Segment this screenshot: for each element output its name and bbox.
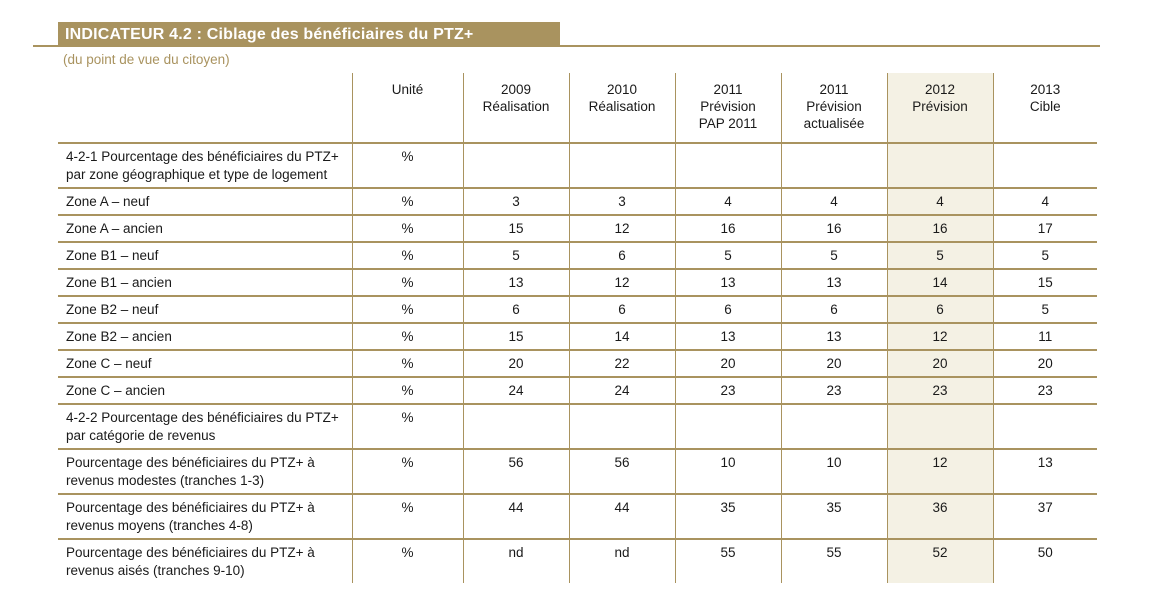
header-cell-line: PAP 2011 (698, 116, 758, 131)
value-cell-cible-2013: 37 (993, 494, 1097, 539)
value-cell-prev-2012 (887, 143, 993, 188)
unit-cell: % (352, 494, 463, 539)
header-cell-real-2009 (463, 73, 569, 143)
row-label-cell: Zone B2 – neuf (66, 302, 159, 317)
value-cell-real-2010: 12 (569, 215, 675, 242)
value-cell-prev-2012: 6 (887, 296, 993, 323)
value-cell-prev-2011-pap: 13 (675, 269, 781, 296)
value-cell-prev-2011-pap: 35 (675, 494, 781, 539)
value-cell-prev-2011-act: 4 (781, 188, 887, 215)
header-cell-line: Prévision (806, 99, 862, 114)
table-row (58, 539, 1097, 583)
table-body (58, 143, 1097, 583)
table-row (58, 404, 1097, 449)
value-cell-cible-2013: 17 (993, 215, 1097, 242)
indicator-title-bar (58, 22, 560, 47)
header-cell-prev-2012 (887, 73, 993, 143)
unit-cell: % (352, 143, 463, 188)
value-cell-cible-2013: 20 (993, 350, 1097, 377)
value-cell-real-2010: 3 (569, 188, 675, 215)
value-cell-prev-2012 (887, 404, 993, 449)
header-cell-prev-2011-pap (675, 73, 781, 143)
value-cell-real-2010: 12 (569, 269, 675, 296)
value-cell-prev-2012: 14 (887, 269, 993, 296)
value-cell-prev-2011-act: 20 (781, 350, 887, 377)
value-cell-real-2010 (569, 404, 675, 449)
value-cell-prev-2011-act: 16 (781, 215, 887, 242)
value-cell-prev-2011-act: 13 (781, 323, 887, 350)
value-cell-real-2010: 22 (569, 350, 675, 377)
value-cell-prev-2012: 4 (887, 188, 993, 215)
value-cell-real-2009 (463, 404, 569, 449)
indicator-subtitle: (du point de vue du citoyen) (63, 52, 230, 67)
value-cell-prev-2011-pap: 23 (675, 377, 781, 404)
value-cell-real-2010: 6 (569, 296, 675, 323)
row-label-cell: Zone A – neuf (66, 194, 150, 209)
row-label-cell: Zone B2 – ancien (66, 329, 172, 344)
value-cell-real-2009: 5 (463, 242, 569, 269)
value-cell-real-2009: 56 (463, 449, 569, 494)
header-cell-line: Prévision (912, 99, 968, 114)
header-cell-line: actualisée (803, 116, 865, 131)
table-row (58, 377, 1097, 404)
unit-cell: % (352, 296, 463, 323)
table-row (58, 269, 1097, 296)
value-cell-real-2009: 3 (463, 188, 569, 215)
value-cell-prev-2011-act (781, 404, 887, 449)
value-cell-real-2009 (463, 143, 569, 188)
value-cell-prev-2011-pap: 13 (675, 323, 781, 350)
row-label-cell: Zone C – ancien (66, 383, 166, 398)
value-cell-cible-2013: 23 (993, 377, 1097, 404)
table-row (58, 296, 1097, 323)
header-cell-line: Unité (391, 82, 424, 97)
value-cell-prev-2011-act: 35 (781, 494, 887, 539)
value-cell-cible-2013: 5 (993, 242, 1097, 269)
header-cell-line: 2012 (924, 82, 956, 97)
header-cell-line: 2011 (819, 82, 849, 97)
value-cell-real-2009: 44 (463, 494, 569, 539)
value-cell-cible-2013: 11 (993, 323, 1097, 350)
value-cell-prev-2011-pap: 55 (675, 539, 781, 583)
indicator-title: INDICATEUR 4.2 : Ciblage des bénéficiaires du PTZ+ (65, 25, 474, 43)
header-cell-unit (352, 73, 463, 143)
table-header-row (58, 73, 1097, 143)
value-cell-prev-2012: 20 (887, 350, 993, 377)
table-row (58, 494, 1097, 539)
value-cell-real-2010: 6 (569, 242, 675, 269)
table-row (58, 350, 1097, 377)
table-row (58, 449, 1097, 494)
header-cell-line: Prévision (700, 99, 756, 114)
table-row (58, 188, 1097, 215)
value-cell-cible-2013: 15 (993, 269, 1097, 296)
value-cell-prev-2011-act: 6 (781, 296, 887, 323)
value-cell-prev-2011-pap: 5 (675, 242, 781, 269)
unit-cell: % (352, 188, 463, 215)
header-cell-prev-2011-act (781, 73, 887, 143)
unit-cell: % (352, 215, 463, 242)
value-cell-real-2009: nd (463, 539, 569, 583)
row-label-cell: 4-2-1 Pourcentage des bénéficiaires du PTZ+ par zone géographique et type de logement (66, 149, 339, 182)
value-cell-prev-2011-pap (675, 404, 781, 449)
value-cell-real-2010: 24 (569, 377, 675, 404)
value-cell-prev-2011-pap: 16 (675, 215, 781, 242)
header-cell-real-2010 (569, 73, 675, 143)
table-row (58, 143, 1097, 188)
value-cell-prev-2011-act (781, 143, 887, 188)
value-cell-prev-2012: 16 (887, 215, 993, 242)
value-cell-prev-2011-act: 55 (781, 539, 887, 583)
value-cell-real-2009: 6 (463, 296, 569, 323)
value-cell-prev-2012: 52 (887, 539, 993, 583)
table-header (58, 73, 1097, 143)
value-cell-cible-2013 (993, 143, 1097, 188)
unit-cell: % (352, 404, 463, 449)
value-cell-cible-2013: 5 (993, 296, 1097, 323)
row-label-cell: Pourcentage des bénéficiaires du PTZ+ à revenus modestes (tranches 1-3) (66, 455, 315, 488)
value-cell-real-2009: 13 (463, 269, 569, 296)
row-label-cell: Pourcentage des bénéficiaires du PTZ+ à revenus aisés (tranches 9-10) (66, 545, 315, 578)
header-cell-line: 2010 (606, 82, 638, 97)
value-cell-real-2010: 14 (569, 323, 675, 350)
value-cell-real-2009: 15 (463, 215, 569, 242)
header-cell-line: Cible (1029, 99, 1061, 114)
value-cell-real-2009: 24 (463, 377, 569, 404)
value-cell-real-2009: 15 (463, 323, 569, 350)
row-label-cell: Zone B1 – neuf (66, 248, 159, 263)
unit-cell: % (352, 377, 463, 404)
header-cell-line: 2011 (713, 82, 743, 97)
table-row (58, 215, 1097, 242)
row-label-cell: Pourcentage des bénéficiaires du PTZ+ à revenus moyens (tranches 4-8) (66, 500, 315, 533)
header-cell-line: 2009 (500, 82, 532, 97)
value-cell-cible-2013: 13 (993, 449, 1097, 494)
table-row (58, 323, 1097, 350)
value-cell-prev-2011-pap (675, 143, 781, 188)
value-cell-prev-2011-pap: 10 (675, 449, 781, 494)
unit-cell: % (352, 242, 463, 269)
header-cell-line: 2013 (1030, 82, 1061, 97)
unit-cell: % (352, 539, 463, 583)
value-cell-prev-2012: 12 (887, 323, 993, 350)
value-cell-real-2010: 56 (569, 449, 675, 494)
unit-cell: % (352, 323, 463, 350)
value-cell-cible-2013: 4 (993, 188, 1097, 215)
row-label-cell: 4-2-2 Pourcentage des bénéficiaires du PTZ+ par catégorie de revenus (66, 410, 339, 443)
header-cell-line: Réalisation (588, 99, 656, 114)
value-cell-cible-2013: 50 (993, 539, 1097, 583)
value-cell-real-2009: 20 (463, 350, 569, 377)
value-cell-prev-2012: 36 (887, 494, 993, 539)
row-label-cell: Zone A – ancien (66, 221, 163, 236)
value-cell-real-2010: nd (569, 539, 675, 583)
value-cell-real-2010 (569, 143, 675, 188)
unit-cell: % (352, 269, 463, 296)
value-cell-prev-2012: 5 (887, 242, 993, 269)
header-cell-line: Réalisation (482, 99, 550, 114)
value-cell-prev-2011-act: 10 (781, 449, 887, 494)
unit-cell: % (352, 350, 463, 377)
header-cell-cible-2013 (993, 73, 1097, 143)
unit-cell: % (352, 449, 463, 494)
value-cell-prev-2011-act: 23 (781, 377, 887, 404)
indicator-table (58, 73, 1097, 583)
value-cell-prev-2011-act: 5 (781, 242, 887, 269)
value-cell-prev-2011-pap: 20 (675, 350, 781, 377)
value-cell-cible-2013 (993, 404, 1097, 449)
value-cell-prev-2012: 12 (887, 449, 993, 494)
value-cell-prev-2011-pap: 6 (675, 296, 781, 323)
value-cell-real-2010: 44 (569, 494, 675, 539)
row-label-cell: Zone C – neuf (66, 356, 152, 371)
value-cell-prev-2011-pap: 4 (675, 188, 781, 215)
table-row (58, 242, 1097, 269)
row-label-cell: Zone B1 – ancien (66, 275, 172, 290)
value-cell-prev-2012: 23 (887, 377, 993, 404)
header-cell-label (58, 73, 352, 143)
value-cell-prev-2011-act: 13 (781, 269, 887, 296)
